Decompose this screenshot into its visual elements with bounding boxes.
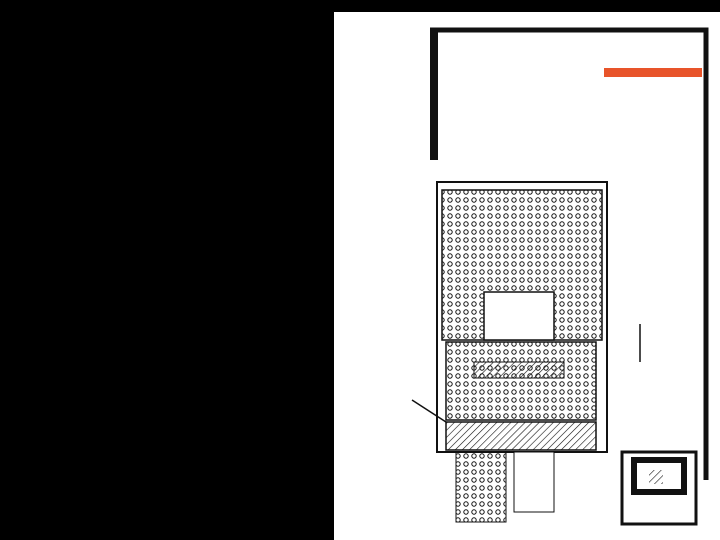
court-wall: [474, 362, 564, 378]
second-court: [446, 342, 596, 420]
floor-plan-image: [334, 12, 720, 540]
orange-marked-area: [604, 68, 702, 77]
magazine-wall-left: [430, 30, 438, 160]
palace: [514, 452, 554, 512]
chapel-shaft: [649, 470, 663, 484]
pylon: [446, 422, 596, 450]
north-arrow: [412, 400, 446, 422]
hypostyle-center: [484, 292, 554, 340]
floor-plan-drawing: [334, 12, 720, 540]
first-court-left: [456, 452, 506, 522]
